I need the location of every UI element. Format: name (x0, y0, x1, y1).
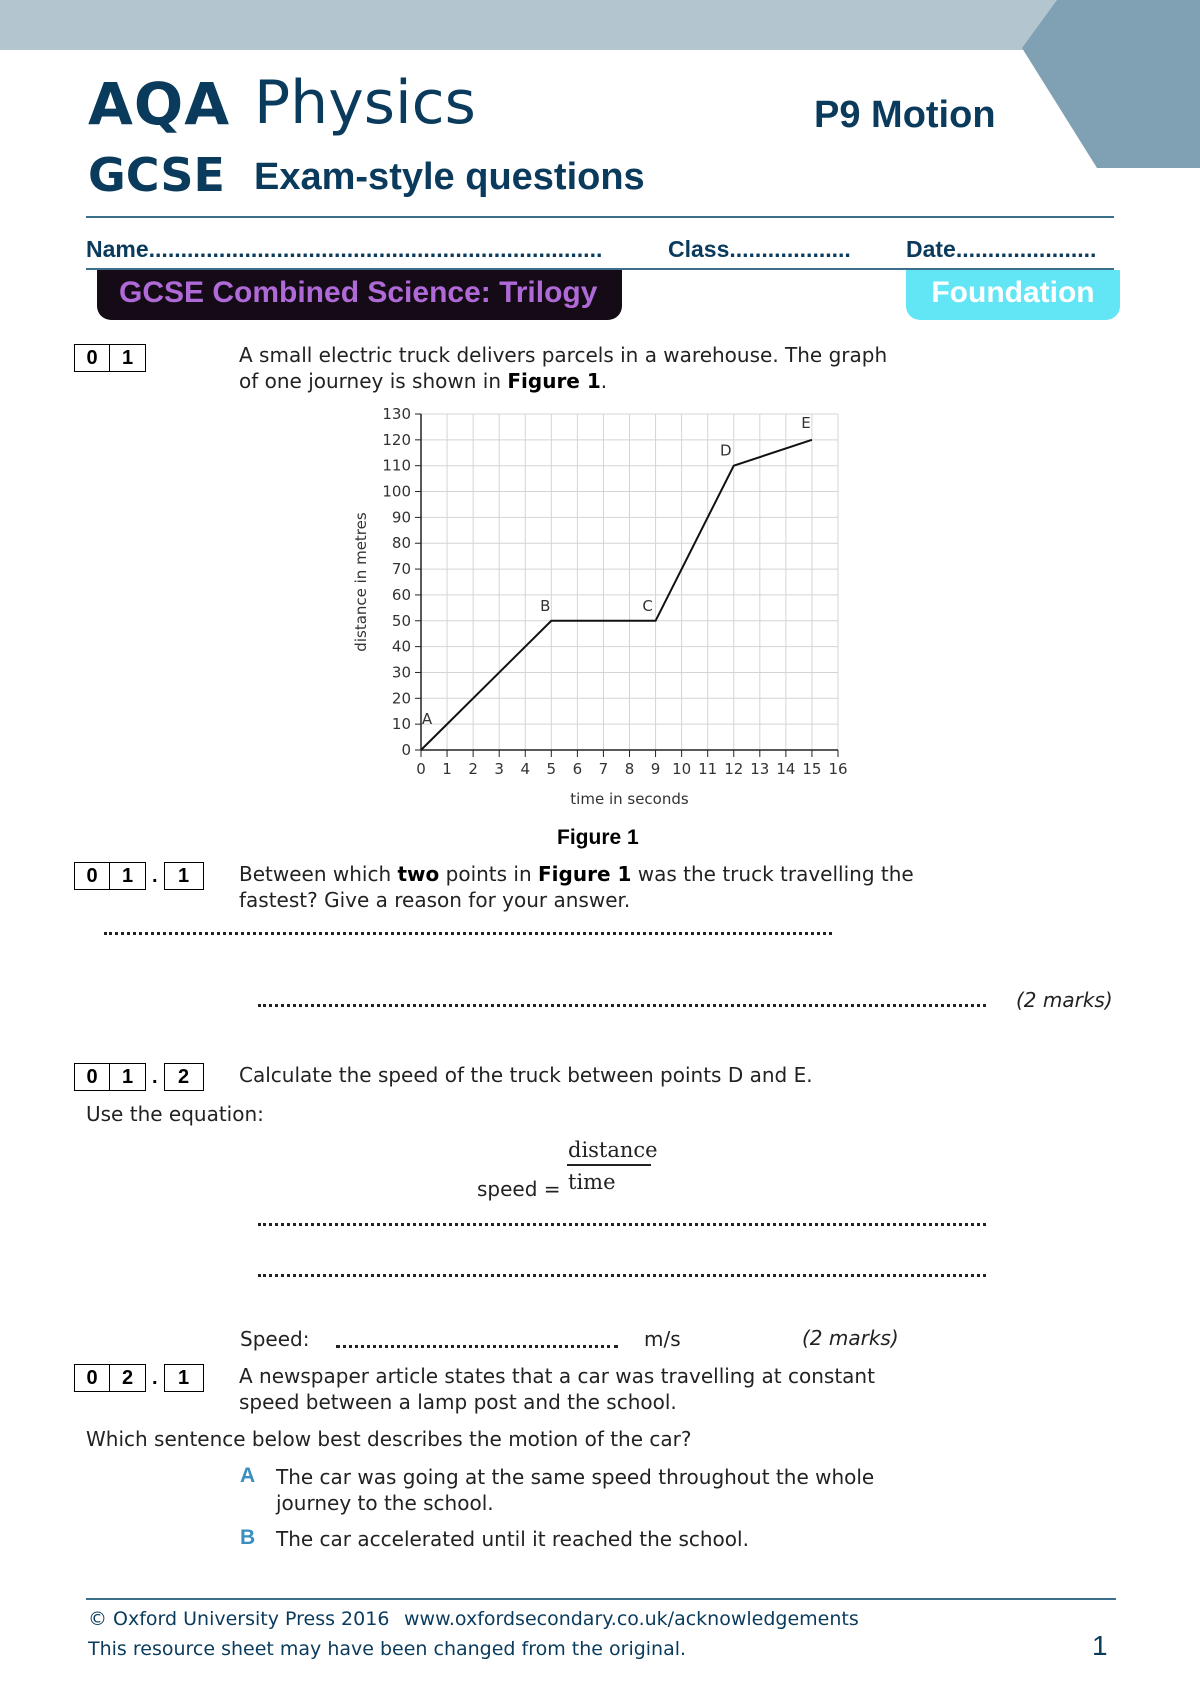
option-a-line1: The car was going at the same speed throughout the whole (276, 1465, 875, 1489)
y-tick-label: 60 (391, 585, 411, 604)
q01-line1: A small electric truck delivers parcels in a warehouse. The graph (239, 343, 888, 367)
qnum-digit: 0 (74, 862, 110, 890)
qnum-dot: . (152, 1065, 158, 1088)
x-tick-label: 14 (776, 760, 796, 778)
x-tick-label: 0 (416, 760, 426, 778)
q011-line2: fastest? Give a reason for your answer. (239, 888, 631, 912)
q011-text (239, 861, 939, 913)
answer-line[interactable] (104, 932, 832, 935)
topic-title: P9 Motion (814, 94, 996, 136)
qnum-digit: 1 (110, 1063, 146, 1091)
footer-divider (86, 1598, 1116, 1600)
speed-unit: m/s (644, 1327, 681, 1351)
q011-post: was the truck travelling the (631, 862, 914, 886)
x-tick-label: 4 (520, 760, 531, 778)
x-tick-label: 11 (698, 760, 718, 778)
q011-figure-ref: Figure 1 (538, 862, 632, 886)
x-tick-label: 6 (572, 760, 583, 778)
brand-gcse: GCSE (88, 148, 225, 202)
question-number-01-2 (74, 1063, 204, 1091)
name-field[interactable]: Name....................................................................... (86, 236, 603, 262)
brand-physics: Physics (254, 68, 476, 138)
y-tick-label: 30 (391, 663, 411, 682)
question-number-02-1 (74, 1364, 204, 1392)
working-line[interactable] (258, 1223, 986, 1226)
q01-line2-post: . (600, 369, 608, 393)
point-label: A (421, 710, 433, 728)
q021-line1: A newspaper article states that a car was travelling at constant (239, 1364, 875, 1388)
use-equation-label: Use the equation: (86, 1102, 264, 1126)
fraction-bar (567, 1164, 651, 1166)
y-tick-label: 130 (382, 405, 411, 423)
equation-numerator: distance (568, 1138, 658, 1162)
qnum-sub: 2 (164, 1063, 204, 1091)
y-tick-label: 40 (391, 637, 411, 656)
y-axis-label: distance in metres (352, 512, 370, 652)
option-b-text[interactable]: The car accelerated until it reached the school. (276, 1527, 749, 1551)
y-tick-label: 80 (391, 534, 411, 553)
q011-mid: points in (439, 862, 539, 886)
point-label: B (540, 596, 551, 615)
y-tick-label: 110 (382, 456, 411, 475)
page-subtitle: Exam-style questions (254, 156, 645, 198)
question-number-01-1 (74, 862, 204, 890)
equation-lhs: speed = (477, 1177, 561, 1201)
date-field[interactable]: Date...................... (906, 236, 1097, 262)
q021-line2: speed between a lamp post and the school. (239, 1390, 677, 1414)
course-banner (97, 270, 622, 320)
q011-bold-two: two (397, 862, 440, 886)
working-line[interactable] (258, 1274, 986, 1277)
header-divider (86, 216, 1114, 218)
x-tick-label: 10 (672, 760, 692, 778)
option-a-text[interactable] (276, 1464, 916, 1516)
q011-marks: (2 marks) (1016, 988, 1113, 1012)
point-label: E (801, 413, 811, 432)
page-number: 1 (1092, 1630, 1108, 1661)
option-a-letter[interactable]: A (240, 1464, 256, 1487)
figure-caption: Figure 1 (557, 826, 639, 849)
answer-line[interactable] (258, 1004, 986, 1007)
tier-label: Foundation (931, 276, 1095, 309)
q01-figure-ref: Figure 1 (507, 369, 601, 393)
x-tick-label: 13 (750, 760, 770, 778)
q01-text (239, 342, 919, 394)
x-tick-label: 2 (468, 760, 478, 778)
qnum-digit: 0 (74, 344, 110, 372)
header-corner-shape (1022, 0, 1200, 168)
qnum-digit: 1 (110, 862, 146, 890)
x-tick-label: 1 (442, 760, 452, 778)
qnum-digit: 0 (74, 1364, 110, 1392)
q01-line2-pre: of one journey is shown in (239, 369, 508, 393)
qnum-digit: 0 (74, 1063, 110, 1091)
q021-text (239, 1363, 939, 1415)
q01-line2 (239, 368, 919, 394)
class-field[interactable]: Class................... (668, 236, 851, 262)
q011-line1 (239, 861, 939, 887)
x-tick-label: 7 (598, 760, 609, 778)
y-tick-label: 0 (401, 741, 411, 759)
acknowledgements-link[interactable]: www.oxfordsecondary.co.uk/acknowledgements (404, 1608, 859, 1630)
speed-label: Speed: (240, 1327, 310, 1351)
qnum-digit: 2 (110, 1364, 146, 1392)
qnum-dot: . (152, 1366, 158, 1389)
x-axis-label: time in seconds (570, 790, 689, 808)
x-tick-label: 5 (546, 760, 557, 778)
header-bar (0, 0, 1200, 50)
footer-note: This resource sheet may have been changed from the original. (88, 1638, 687, 1660)
x-tick-label: 15 (802, 760, 822, 778)
q012-marks: (2 marks) (802, 1326, 899, 1350)
y-tick-label: 10 (391, 715, 411, 734)
y-tick-label: 120 (382, 430, 411, 449)
qnum-sub: 1 (164, 862, 204, 890)
x-tick-label: 12 (724, 760, 744, 778)
x-tick-label: 3 (494, 760, 504, 778)
option-b-letter[interactable]: B (240, 1526, 256, 1549)
x-tick-label: 16 (828, 760, 848, 778)
x-tick-label: 9 (650, 760, 661, 778)
x-tick-label: 8 (624, 760, 635, 778)
q021-question: Which sentence below best describes the motion of the car? (86, 1427, 692, 1451)
distance-time-graph (340, 400, 870, 820)
y-tick-label: 50 (391, 611, 411, 630)
point-label: D (719, 441, 732, 460)
qnum-sub: 1 (164, 1364, 204, 1392)
y-tick-label: 90 (391, 508, 411, 527)
q012-text: Calculate the speed of the truck between points D and E. (239, 1063, 813, 1087)
qnum-dot: . (152, 864, 158, 887)
question-number-01 (74, 344, 146, 372)
brand-aqa-logo: AQA (88, 70, 231, 138)
course-label: GCSE Combined Science: Trilogy (119, 276, 598, 309)
q011-pre: Between which (239, 862, 398, 886)
point-label: C (642, 596, 653, 615)
speed-answer-line[interactable] (336, 1345, 618, 1348)
tier-badge (906, 270, 1120, 320)
y-tick-label: 20 (391, 689, 411, 708)
y-tick-label: 70 (391, 560, 411, 579)
qnum-digit: 1 (110, 344, 146, 372)
y-tick-label: 100 (382, 482, 411, 501)
option-a-line2: journey to the school. (276, 1491, 494, 1515)
copyright-text: © Oxford University Press 2016 (88, 1608, 390, 1630)
equation-denominator: time (568, 1170, 616, 1194)
